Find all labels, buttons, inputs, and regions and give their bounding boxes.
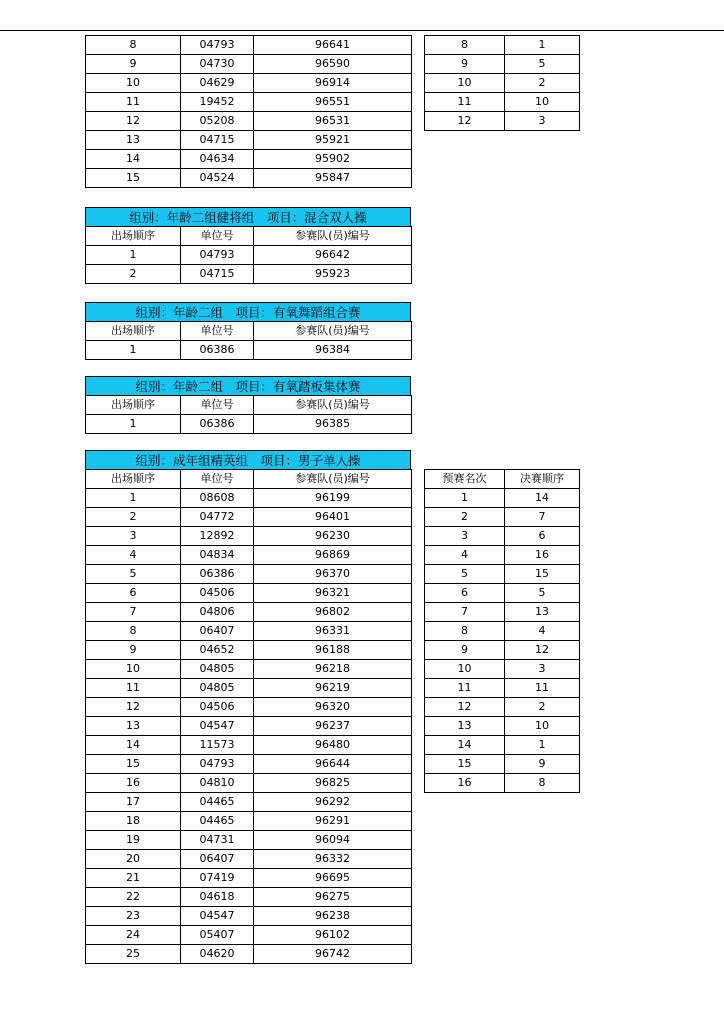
table-row bbox=[425, 679, 580, 698]
table-cell: 96291 bbox=[254, 812, 412, 831]
table-cell: 08608 bbox=[181, 489, 254, 508]
table-cell: 96188 bbox=[254, 641, 412, 660]
table-cell: 单位号 bbox=[181, 227, 254, 246]
table-row bbox=[425, 660, 580, 679]
table-cell: 11573 bbox=[181, 736, 254, 755]
table-cell: 04547 bbox=[181, 907, 254, 926]
table-cell: 22 bbox=[86, 888, 181, 907]
table-row bbox=[86, 793, 412, 812]
table-cell: 20 bbox=[86, 850, 181, 869]
table-cell: 3 bbox=[505, 112, 580, 131]
section-men-single bbox=[85, 450, 411, 964]
table-cell: 1 bbox=[425, 489, 505, 508]
table-row bbox=[86, 527, 412, 546]
table-row bbox=[86, 869, 412, 888]
table-cell: 96331 bbox=[254, 622, 412, 641]
table-cell: 96384 bbox=[254, 341, 412, 360]
table-cell: 9 bbox=[86, 641, 181, 660]
table-row bbox=[425, 36, 580, 55]
section-mixed-pair bbox=[85, 207, 411, 284]
table-row bbox=[425, 565, 580, 584]
table-row bbox=[425, 55, 580, 74]
table-cell: 96695 bbox=[254, 869, 412, 888]
table-cell: 96742 bbox=[254, 945, 412, 964]
table-row bbox=[86, 415, 412, 434]
table-cell: 04506 bbox=[181, 584, 254, 603]
section-title: 组别：年龄二组 项目：有氧踏板集体赛 bbox=[85, 376, 411, 395]
table-cell: 04793 bbox=[181, 36, 254, 55]
table-cell: 参赛队(员)编号 bbox=[254, 396, 412, 415]
table-cell: 预赛名次 bbox=[425, 470, 505, 489]
table-cell: 96218 bbox=[254, 660, 412, 679]
table-cell: 8 bbox=[425, 36, 505, 55]
table-cell: 95902 bbox=[254, 150, 412, 169]
table-row bbox=[86, 74, 412, 93]
table-cell: 96102 bbox=[254, 926, 412, 945]
table-row bbox=[425, 603, 580, 622]
table-row bbox=[86, 36, 412, 55]
table-cell: 96370 bbox=[254, 565, 412, 584]
table-cell: 15 bbox=[86, 169, 181, 188]
table-cell: 96644 bbox=[254, 755, 412, 774]
table-cell: 1 bbox=[505, 736, 580, 755]
table-row bbox=[425, 527, 580, 546]
table-cell: 2 bbox=[425, 508, 505, 527]
table-cell: 04506 bbox=[181, 698, 254, 717]
table-row bbox=[86, 907, 412, 926]
table-cell: 1 bbox=[86, 415, 181, 434]
table-cell: 1 bbox=[86, 246, 181, 265]
section-table bbox=[85, 321, 412, 360]
table-row bbox=[425, 546, 580, 565]
table-row bbox=[425, 641, 580, 660]
table-cell: 2 bbox=[86, 265, 181, 284]
table-cell: 04810 bbox=[181, 774, 254, 793]
header-row bbox=[86, 227, 412, 246]
table-cell: 96480 bbox=[254, 736, 412, 755]
table-cell: 8 bbox=[86, 622, 181, 641]
header-row bbox=[86, 470, 412, 489]
table-cell: 96237 bbox=[254, 717, 412, 736]
table-cell: 15 bbox=[425, 755, 505, 774]
table-row bbox=[86, 603, 412, 622]
table-cell: 04731 bbox=[181, 831, 254, 850]
table-cell: 95921 bbox=[254, 131, 412, 150]
table-cell: 96275 bbox=[254, 888, 412, 907]
table-row bbox=[425, 755, 580, 774]
table-cell: 04793 bbox=[181, 246, 254, 265]
table-cell: 16 bbox=[505, 546, 580, 565]
table-cell: 95847 bbox=[254, 169, 412, 188]
section-table bbox=[85, 469, 412, 964]
table-cell: 14 bbox=[86, 150, 181, 169]
table-row bbox=[86, 584, 412, 603]
table-cell: 04465 bbox=[181, 793, 254, 812]
section-title: 组别：年龄二组 项目：有氧舞蹈组合赛 bbox=[85, 302, 411, 321]
table-cell: 11 bbox=[425, 679, 505, 698]
table-row bbox=[86, 850, 412, 869]
table-cell: 15 bbox=[86, 755, 181, 774]
table-cell: 05208 bbox=[181, 112, 254, 131]
table-cell: 出场顺序 bbox=[86, 322, 181, 341]
table-cell: 10 bbox=[505, 717, 580, 736]
table-cell: 96238 bbox=[254, 907, 412, 926]
table-row bbox=[425, 717, 580, 736]
table-cell: 96321 bbox=[254, 584, 412, 603]
table-cell: 12 bbox=[86, 698, 181, 717]
table-row bbox=[86, 55, 412, 74]
table-cell: 06407 bbox=[181, 850, 254, 869]
section-aerobic-dance bbox=[85, 302, 411, 360]
table-cell: 95923 bbox=[254, 265, 412, 284]
table-cell: 04618 bbox=[181, 888, 254, 907]
table-cell: 04805 bbox=[181, 660, 254, 679]
table-row bbox=[86, 945, 412, 964]
table-cell: 2 bbox=[86, 508, 181, 527]
table-cell: 96825 bbox=[254, 774, 412, 793]
table-cell: 9 bbox=[86, 55, 181, 74]
table-cell: 出场顺序 bbox=[86, 227, 181, 246]
table-cell: 13 bbox=[86, 131, 181, 150]
table-cell: 9 bbox=[505, 755, 580, 774]
table-cell: 10 bbox=[425, 74, 505, 93]
table-cell: 96094 bbox=[254, 831, 412, 850]
table-cell: 04715 bbox=[181, 131, 254, 150]
table-row bbox=[425, 736, 580, 755]
table-cell: 3 bbox=[86, 527, 181, 546]
table-row bbox=[86, 246, 412, 265]
table-cell: 18 bbox=[86, 812, 181, 831]
table-cell: 12 bbox=[425, 698, 505, 717]
table-cell: 2 bbox=[505, 698, 580, 717]
table-cell: 04465 bbox=[181, 812, 254, 831]
table-row bbox=[86, 131, 412, 150]
table-cell: 25 bbox=[86, 945, 181, 964]
page-top-rule bbox=[0, 30, 724, 31]
table-cell: 参赛队(员)编号 bbox=[254, 322, 412, 341]
table-cell: 5 bbox=[86, 565, 181, 584]
table-row bbox=[86, 622, 412, 641]
table-row bbox=[425, 112, 580, 131]
table-cell: 04805 bbox=[181, 679, 254, 698]
table-cell: 96642 bbox=[254, 246, 412, 265]
table-cell: 12 bbox=[86, 112, 181, 131]
table-cell: 13 bbox=[505, 603, 580, 622]
table-cell: 6 bbox=[425, 584, 505, 603]
table-row bbox=[86, 93, 412, 112]
table-cell: 96230 bbox=[254, 527, 412, 546]
table-cell: 96401 bbox=[254, 508, 412, 527]
table-cell: 5 bbox=[505, 55, 580, 74]
table-cell: 04652 bbox=[181, 641, 254, 660]
table-cell: 8 bbox=[425, 622, 505, 641]
table-row bbox=[86, 508, 412, 527]
table-row bbox=[425, 584, 580, 603]
table-cell: 96219 bbox=[254, 679, 412, 698]
table-cell: 2 bbox=[505, 74, 580, 93]
table-cell: 05407 bbox=[181, 926, 254, 945]
table-cell: 7 bbox=[505, 508, 580, 527]
top-rank-table bbox=[424, 35, 580, 131]
table-cell: 04730 bbox=[181, 55, 254, 74]
table-row bbox=[86, 755, 412, 774]
table-cell: 1 bbox=[86, 341, 181, 360]
table-row bbox=[86, 812, 412, 831]
section-title: 组别：年龄二组健将组 项目：混合双人操 bbox=[85, 207, 411, 226]
table-row bbox=[86, 717, 412, 736]
table-row bbox=[425, 508, 580, 527]
table-cell: 13 bbox=[425, 717, 505, 736]
table-row bbox=[86, 489, 412, 508]
table-cell: 23 bbox=[86, 907, 181, 926]
table-row bbox=[86, 660, 412, 679]
table-cell: 10 bbox=[86, 74, 181, 93]
table-row bbox=[86, 679, 412, 698]
table-cell: 12 bbox=[425, 112, 505, 131]
table-cell: 1 bbox=[86, 489, 181, 508]
table-row bbox=[86, 265, 412, 284]
table-cell: 10 bbox=[505, 93, 580, 112]
table-row bbox=[86, 831, 412, 850]
top-continuation-table bbox=[85, 35, 412, 188]
table-cell: 04834 bbox=[181, 546, 254, 565]
table-cell: 5 bbox=[425, 565, 505, 584]
table-cell: 4 bbox=[425, 546, 505, 565]
table-cell: 11 bbox=[505, 679, 580, 698]
table-row bbox=[86, 926, 412, 945]
table-row bbox=[86, 341, 412, 360]
table-cell: 单位号 bbox=[181, 322, 254, 341]
table-row bbox=[86, 169, 412, 188]
table-cell: 96869 bbox=[254, 546, 412, 565]
table-cell: 14 bbox=[425, 736, 505, 755]
table-cell: 06407 bbox=[181, 622, 254, 641]
table-cell: 决赛顺序 bbox=[505, 470, 580, 489]
table-cell: 04793 bbox=[181, 755, 254, 774]
table-cell: 14 bbox=[505, 489, 580, 508]
table-cell: 15 bbox=[505, 565, 580, 584]
table-cell: 04634 bbox=[181, 150, 254, 169]
table-cell: 7 bbox=[425, 603, 505, 622]
table-cell: 04620 bbox=[181, 945, 254, 964]
section-table bbox=[85, 226, 412, 284]
table-cell: 单位号 bbox=[181, 396, 254, 415]
table-cell: 出场顺序 bbox=[86, 396, 181, 415]
table-row bbox=[86, 774, 412, 793]
table-cell: 96332 bbox=[254, 850, 412, 869]
table-cell: 单位号 bbox=[181, 470, 254, 489]
table-cell: 4 bbox=[505, 622, 580, 641]
table-cell: 1 bbox=[505, 36, 580, 55]
table-cell: 13 bbox=[86, 717, 181, 736]
section-title: 组别：成年组精英组 项目：男子单人操 bbox=[85, 450, 411, 469]
table-cell: 16 bbox=[425, 774, 505, 793]
section-table bbox=[85, 395, 412, 434]
table-row bbox=[86, 112, 412, 131]
table-cell: 3 bbox=[425, 527, 505, 546]
header-row bbox=[425, 470, 580, 489]
header-row bbox=[86, 396, 412, 415]
table-cell: 04715 bbox=[181, 265, 254, 284]
table-cell: 3 bbox=[505, 660, 580, 679]
table-cell: 96802 bbox=[254, 603, 412, 622]
table-row bbox=[425, 489, 580, 508]
table-row bbox=[86, 546, 412, 565]
table-cell: 96199 bbox=[254, 489, 412, 508]
table-cell: 12892 bbox=[181, 527, 254, 546]
table-cell: 96531 bbox=[254, 112, 412, 131]
header-row bbox=[86, 322, 412, 341]
table-cell: 07419 bbox=[181, 869, 254, 888]
table-cell: 14 bbox=[86, 736, 181, 755]
table-row bbox=[425, 93, 580, 112]
table-cell: 5 bbox=[505, 584, 580, 603]
table-cell: 8 bbox=[86, 36, 181, 55]
table-cell: 04524 bbox=[181, 169, 254, 188]
table-cell: 参赛队(员)编号 bbox=[254, 470, 412, 489]
table-cell: 96551 bbox=[254, 93, 412, 112]
table-cell: 24 bbox=[86, 926, 181, 945]
table-cell: 9 bbox=[425, 55, 505, 74]
table-cell: 06386 bbox=[181, 565, 254, 584]
table-row bbox=[86, 736, 412, 755]
table-row bbox=[86, 641, 412, 660]
table-cell: 96385 bbox=[254, 415, 412, 434]
table-cell: 出场顺序 bbox=[86, 470, 181, 489]
table-cell: 12 bbox=[505, 641, 580, 660]
table-cell: 11 bbox=[425, 93, 505, 112]
table-cell: 6 bbox=[86, 584, 181, 603]
table-row bbox=[425, 74, 580, 93]
table-cell: 10 bbox=[86, 660, 181, 679]
table-cell: 96641 bbox=[254, 36, 412, 55]
final-rank-table bbox=[424, 469, 580, 793]
table-row bbox=[86, 150, 412, 169]
table-cell: 96292 bbox=[254, 793, 412, 812]
table-cell: 96590 bbox=[254, 55, 412, 74]
table-cell: 7 bbox=[86, 603, 181, 622]
table-cell: 04629 bbox=[181, 74, 254, 93]
table-row bbox=[425, 698, 580, 717]
table-cell: 04772 bbox=[181, 508, 254, 527]
table-cell: 6 bbox=[505, 527, 580, 546]
table-row bbox=[86, 888, 412, 907]
table-cell: 04806 bbox=[181, 603, 254, 622]
table-cell: 4 bbox=[86, 546, 181, 565]
table-row bbox=[425, 622, 580, 641]
table-cell: 04547 bbox=[181, 717, 254, 736]
table-cell: 11 bbox=[86, 93, 181, 112]
table-cell: 16 bbox=[86, 774, 181, 793]
table-cell: 19 bbox=[86, 831, 181, 850]
table-cell: 06386 bbox=[181, 415, 254, 434]
table-cell: 96320 bbox=[254, 698, 412, 717]
table-cell: 10 bbox=[425, 660, 505, 679]
table-cell: 19452 bbox=[181, 93, 254, 112]
section-aerobic-step bbox=[85, 376, 411, 434]
table-cell: 96914 bbox=[254, 74, 412, 93]
table-cell: 8 bbox=[505, 774, 580, 793]
table-cell: 17 bbox=[86, 793, 181, 812]
table-row bbox=[86, 565, 412, 584]
table-row bbox=[86, 698, 412, 717]
table-cell: 参赛队(员)编号 bbox=[254, 227, 412, 246]
table-cell: 11 bbox=[86, 679, 181, 698]
table-cell: 06386 bbox=[181, 341, 254, 360]
table-row bbox=[425, 774, 580, 793]
table-cell: 21 bbox=[86, 869, 181, 888]
table-cell: 9 bbox=[425, 641, 505, 660]
